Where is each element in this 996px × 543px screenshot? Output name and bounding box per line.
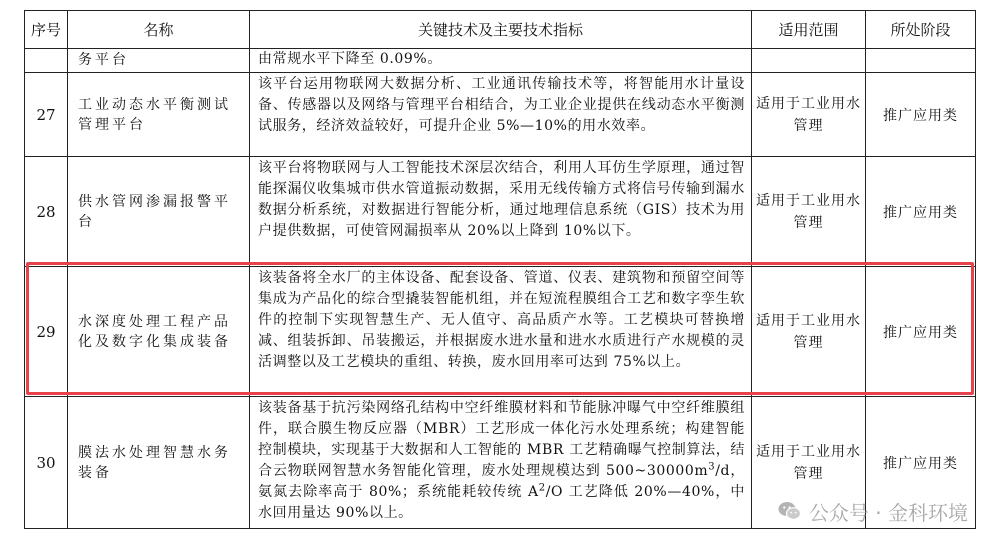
cell-name: 务平台 [68, 49, 250, 73]
watermark [777, 496, 968, 526]
cell-stage: 推广应用类 [866, 73, 976, 157]
cell-name: 膜法水处理智慧水务装备 [68, 397, 250, 529]
cell-tech: 该平台运用物联网大数据分析、工业通讯传输技术等，将智能用水计量设备、传感器以及网络与管理平台相结合，为工业企业提供在线动态水平衡测试服务，经济效益较好，可提升企业 5%—10%的用水效率。 [250, 73, 752, 157]
cell-scope: 适用于工业用水管理 [752, 73, 866, 157]
tech-text-part: 该装备基于抗污染网络孔结构中空纤维膜材料和节能脉冲曝气中空纤维膜组件，联合膜生物反应器（MBR）工艺形成一体化污水处理系统；构建智能控制模块，实现基于大数据和人工智能的 MBR 工艺精确曝气控制算法，结合云物联网智慧水务智能化管理，废水处理规模达到 500~30000m [258, 400, 745, 479]
cell-tech: 该装备将全水厂的主体设备、配套设备、管道、仪表、建筑物和预留空间等集成为产品化的综合型撬装智能机组，并在短流程膜组合工艺和数字孪生软件的控制下实现智慧生产、无人值守、高品质产水等。工艺模块可替换增减、组装拆卸、吊装搬运，并根据废水进水量和进水水质进行产水规模的灵活调整以及工艺模块的重组、转换，废水回用率可达到 75%以上。 [250, 267, 752, 397]
tech-text-part: /O 工艺降低 20%—40%，中水回用量达 90%以上。 [258, 484, 745, 521]
cell-name: 水深度处理工程产品化及数字化集成装备 [68, 267, 250, 397]
superscript: 2 [538, 482, 546, 494]
cell-scope: 适用于工业用水管理 [752, 397, 866, 529]
cell-tech: 该平台将物联网与人工智能技术深层次结合，利用人耳仿生学原理，通过智能探漏仪收集城市供水管道振动数据，采用无线传输方式将信号传输到漏水数据分析系统，对数据进行智能分析，通过地理信息系统（GIS）技术为用户提供数据，可使管网漏损率从 20%以上降到 10%以下。 [250, 157, 752, 267]
cell-name: 工业动态水平衡测试管理平台 [68, 73, 250, 157]
wechat-icon [777, 498, 803, 524]
header-name: 名称 [68, 11, 250, 49]
cell-index: 27 [25, 73, 68, 157]
header-stage: 所处阶段 [866, 11, 976, 49]
cell-tech [250, 397, 752, 529]
superscript: 3 [708, 461, 716, 473]
cell-name: 供水管网渗漏报警平台 [68, 157, 250, 267]
cell-stage: 推广应用类 [866, 157, 976, 267]
header-scope: 适用范围 [752, 11, 866, 49]
cell-index: 29 [25, 267, 68, 397]
technology-table [24, 10, 976, 529]
cell-index [25, 49, 68, 73]
table-row-highlighted [25, 267, 976, 397]
table-header-row [25, 11, 976, 49]
watermark-text: 公众号 · 金科环境 [808, 500, 968, 525]
cell-stage [866, 49, 976, 73]
cell-index: 28 [25, 157, 68, 267]
tech-text-part: /d，氨氮去除率高于 80%；系统能耗较传统 A [258, 463, 745, 500]
cell-index: 30 [25, 397, 68, 529]
header-index: 序号 [25, 11, 68, 49]
cell-stage: 推广应用类 [866, 397, 976, 529]
cell-stage: 推广应用类 [866, 267, 976, 397]
cell-tech: 由常规水平下降至 0.09%。 [250, 49, 752, 73]
header-tech: 关键技术及主要技术指标 [250, 11, 752, 49]
table-row-continuation [25, 49, 976, 73]
cell-scope: 适用于工业用水管理 [752, 267, 866, 397]
cell-scope: 适用于工业用水管理 [752, 157, 866, 267]
cell-scope [752, 49, 866, 73]
table-row [25, 73, 976, 157]
table-row [25, 157, 976, 267]
